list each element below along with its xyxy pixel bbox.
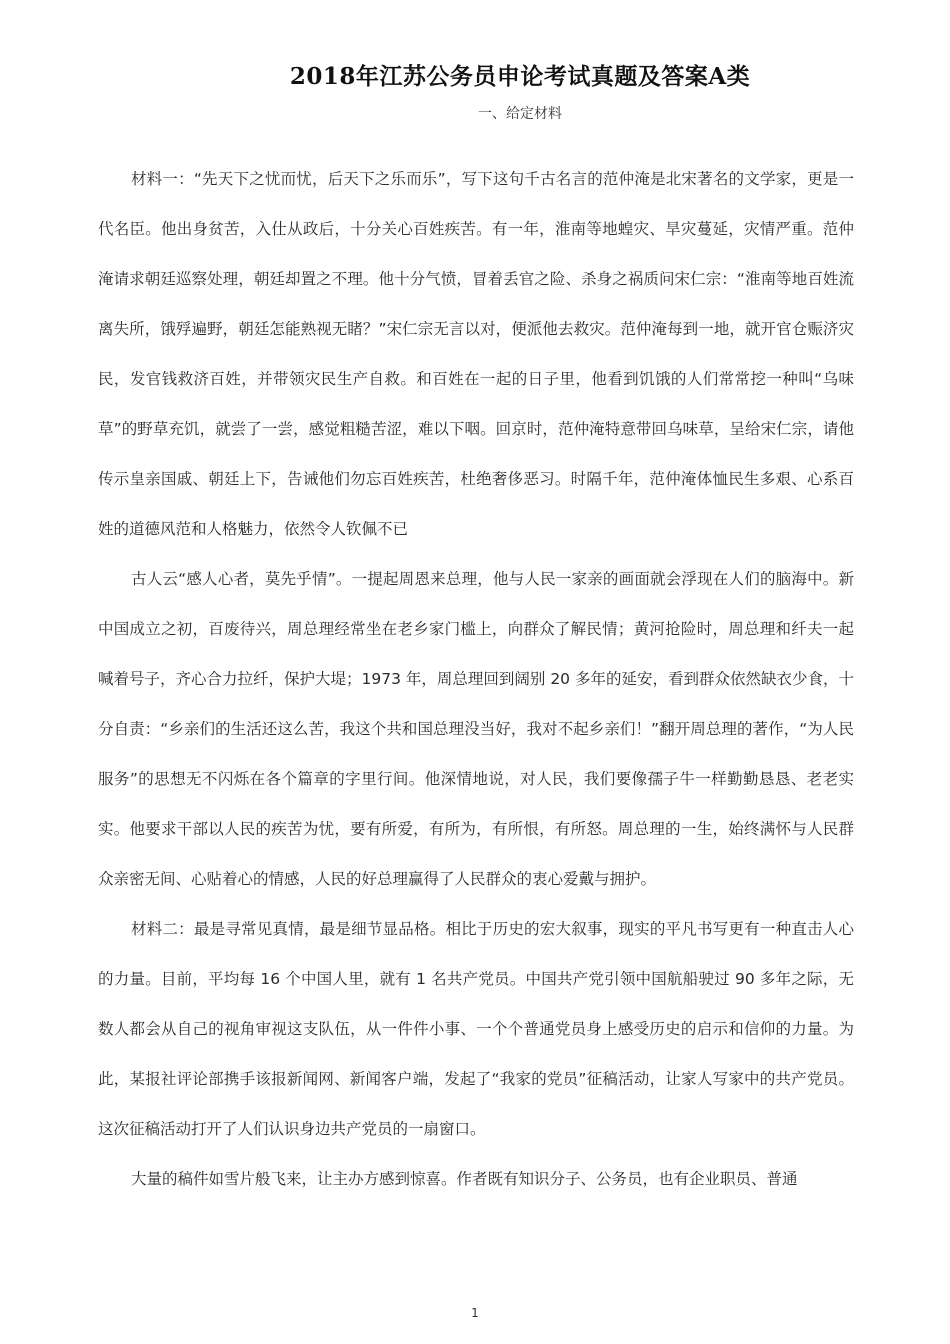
paragraph-material-one: 材料一：“先天下之忧而忧，后天下之乐而乐”，写下这句千古名言的范仲淹是北宋著名的文学家，更是一代名臣。他出身贫苦，入仕从政后，十分关心百姓疾苦。有一年，淮南等地蝗灾、旱灾蔓延，灾情严重。范仲淹请求朝廷巡察处理，朝廷却置之不理。他十分气愤，冒着丢官之险、杀身之祸质问宋仁宗：“淮南等地百姓流离失所，饿殍遍野，朝廷怎能熟视无睹？”宋仁宗无言以对，便派他去救灾。范仲淹每到一地，就开官仓赈济灾民，发官钱救济百姓，并带领灾民生产自救。和百姓在一起的日子里，他看到饥饿的人们常常挖一种叫“乌味草”的野草充饥，就尝了一尝，感觉粗糙苦涩，难以下咽。回京时，范仲淹特意带回乌味草，呈给宋仁宗，请他传示皇亲国戚、朝廷上下，告诫他们勿忘百姓疾苦，杜绝奢侈恶习。时隔千年，范仲淹体恤民生多艰、心系百姓的道德风范和人格魅力，依然令人钦佩不已: [98, 170, 854, 538]
paragraph-zhou-enlai: 古人云“感人心者，莫先乎情”。一提起周恩来总理，他与人民一家亲的画面就会浮现在人们的脑海中。新中国成立之初，百废待兴，周总理经常坐在老乡家门槛上，向群众了解民情；黄河抢险时，周总理和纤夫一起喊着号子，齐心合力拉纤，保护大堤；1973 年，周总理回到阔别 20 多年的延安，看到群众依然缺衣少食，十分自责：“乡亲们的生活还这么苦，我这个共和国总理没当好，我对不起乡亲们！”翻开周总理的著作，“为人民服务”的思想无不闪烁在各个篇章的字里行间。他深情地说，对人民，我们要像孺子牛一样勤勤恳恳、老老实实。他要求干部以人民的疾苦为忧，要有所爱，有所为，有所恨，有所怒。周总理的一生，始终满怀与人民群众亲密无间、心贴着心的情感，人民的好总理赢得了人民群众的衷心爱戴与拥护。: [98, 570, 854, 888]
document-body: [98, 154, 854, 1204]
paragraph-submissions: 大量的稿件如雪片般飞来，让主办方感到惊喜。作者既有知识分子、公务员，也有企业职员、普通: [131, 1170, 798, 1188]
page-number: 1: [471, 1306, 479, 1320]
document-title: 2018年江苏公务员申论考试真题及答案A类: [289, 63, 751, 90]
paragraph-material-two: 材料二：最是寻常见真情，最是细节显品格。相比于历史的宏大叙事，现实的平凡书写更有一种直击人心的力量。目前，平均每 16 个中国人里，就有 1 名共产党员。中国共产党引领中国航船驶过 90 多年之际，无数人都会从自己的视角审视这支队伍，从一件件小事、一个个普通党员身上感受历史的启示和信仰的力量。为此，某报社评论部携手该报新闻网、新闻客户端，发起了“我家的党员”征稿活动，让家人写家中的共产党员。这次征稿活动打开了人们认识身边共产党员的一扇窗口。: [98, 920, 854, 1138]
section-heading: 一、给定材料: [478, 106, 562, 122]
